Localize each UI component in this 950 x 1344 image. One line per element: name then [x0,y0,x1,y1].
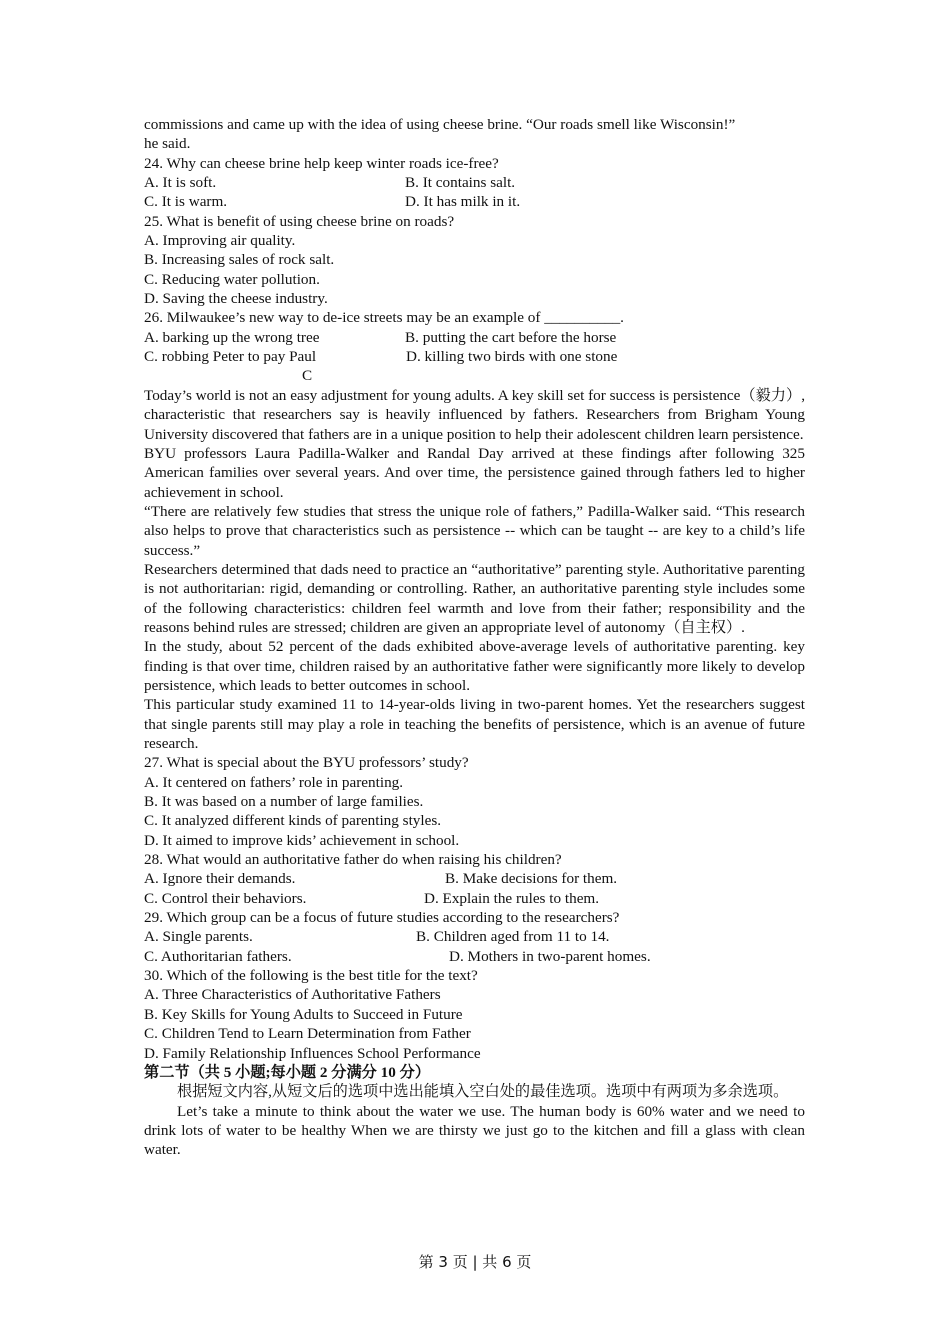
option-a: A. Single parents. [144,928,253,946]
question-26: 26. Milwaukee’s new way to de-ice streets may be an example of __________. [144,309,624,327]
option-b: B. It contains salt. [405,174,516,192]
option-b: B. Key Skills for Young Adults to Succeed in Future [144,1005,463,1023]
section-instruction: 根据短文内容,从短文后的选项中选出能填入空白处的最佳选项。选项中有两项为多余选项。 [177,1083,789,1101]
option-d: D. Mothers in two-parent homes. [449,947,651,965]
option-a: A. Three Characteristics of Authoritative Fathers [144,986,441,1004]
option-c: C. Children Tend to Learn Determination from Father [144,1025,471,1043]
intro-line: he said. [144,135,191,153]
options-row [144,328,805,347]
section-heading: 第二节（共 5 小题;每小题 2 分满分 10 分） [144,1063,431,1081]
question-24: 24. Why can cheese brine help keep winter roads ice-free? [144,154,499,172]
option-c: C. Control their behaviors. [144,889,307,907]
passage-paragraph: BYU professors Laura Padilla-Walker and Randal Day arrived at these findings after following 325 American families over several years. And over time, the persistence gained through fathers led to higher achievement in school. [144,444,805,501]
question-28: 28. What would an authoritative father do when raising his children? [144,851,562,869]
option-c: C. Authoritarian fathers. [144,947,292,965]
options-row [144,889,805,908]
option-b: B. Children aged from 11 to 14. [416,928,610,946]
option-d: D. Explain the rules to them. [424,889,600,907]
passage-paragraph: “There are relatively few studies that stress the unique role of fathers,” Padilla-Walker said. “This research also helps to prove that characteristics such as persistence -- which can be taught -- are key to a child’s life success.” [144,502,805,559]
passage-paragraph: This particular study examined 11 to 14-year-olds living in two-parent homes. Yet the researchers suggest that single parents still may play a role in teaching the benefits of persistence, which is an avenue of future research. [144,696,805,752]
option-a: A. Improving air quality. [144,232,296,250]
option-b: B. putting the cart before the horse [405,328,617,346]
options-row [144,927,805,946]
option-c: C. robbing Peter to pay Paul [144,348,317,366]
option-d: D. Family Relationship Influences School Performance [144,1044,481,1062]
options-row [144,869,805,888]
options-row [144,192,805,211]
option-c: C. It is warm. [144,193,228,211]
section-c-label: C [302,367,313,385]
option-c: C. It analyzed different kinds of parenting styles. [144,812,442,830]
question-27: 27. What is special about the BYU professors’ study? [144,754,469,772]
question-30: 30. Which of the following is the best title for the text? [144,967,478,985]
passage-paragraph: Today’s world is not an easy adjustment for young adults. A key skill set for success is persistence（毅力）, characteristic that researchers say is heavily influenced by fathers. Researchers from Brigham Young University discovered that fathers are in a unique position to help their adolescent children learn persistence. [144,386,805,443]
intro-line: commissions and came up with the idea of using cheese brine. “Our roads smell like Wisconsin!” [144,116,736,133]
option-c: C. Reducing water pollution. [144,270,320,288]
option-d: D. It aimed to improve kids’ achievement in school. [144,831,460,849]
option-a: A. barking up the wrong tree [144,328,320,346]
option-b: B. It was based on a number of large families. [144,793,424,811]
question-25: 25. What is benefit of using cheese brine on roads? [144,212,455,230]
options-row [144,173,805,192]
option-a: A. It is soft. [144,174,217,192]
option-d: D. It has milk in it. [405,193,521,211]
options-row [144,347,805,366]
options-row [144,947,805,966]
option-b: B. Increasing sales of rock salt. [144,251,335,269]
option-d: D. killing two birds with one stone [406,348,618,366]
passage-paragraph: Let’s take a minute to think about the water we use. The human body is 60% water and we need to drink lots of water to be healthy When we are thirsty we just go to the kitchen and fill a glass with clean water. [144,1102,805,1159]
document-page [144,115,805,1160]
option-a: A. Ignore their demands. [144,870,296,888]
passage-paragraph: In the study, about 52 percent of the dads exhibited above-average levels of authoritative parenting. key finding is that over time, children raised by an authoritative father were significantly more likely to develop persistence, which leads to better outcomes in school. [144,638,805,694]
option-d: D. Saving the cheese industry. [144,290,328,308]
page-footer: 第 3 页 | 共 6 页 [418,1253,532,1271]
option-a: A. It centered on fathers’ role in parenting. [144,773,404,791]
intro-paragraph [144,115,805,154]
question-29: 29. Which group can be a focus of future studies according to the researchers? [144,909,620,927]
passage-paragraph: Researchers determined that dads need to practice an “authoritative” parenting style. Authoritative parenting is not authoritarian: rigid, demanding or controlling. Rather, an authoritative parenting style includes some of the following characteristics: children feel warmth and love from their father; responsibility and the reasons behind rules are stressed; children are given an appropriate level of autonomy（自主权）. [144,560,805,636]
option-b: B. Make decisions for them. [445,870,618,888]
